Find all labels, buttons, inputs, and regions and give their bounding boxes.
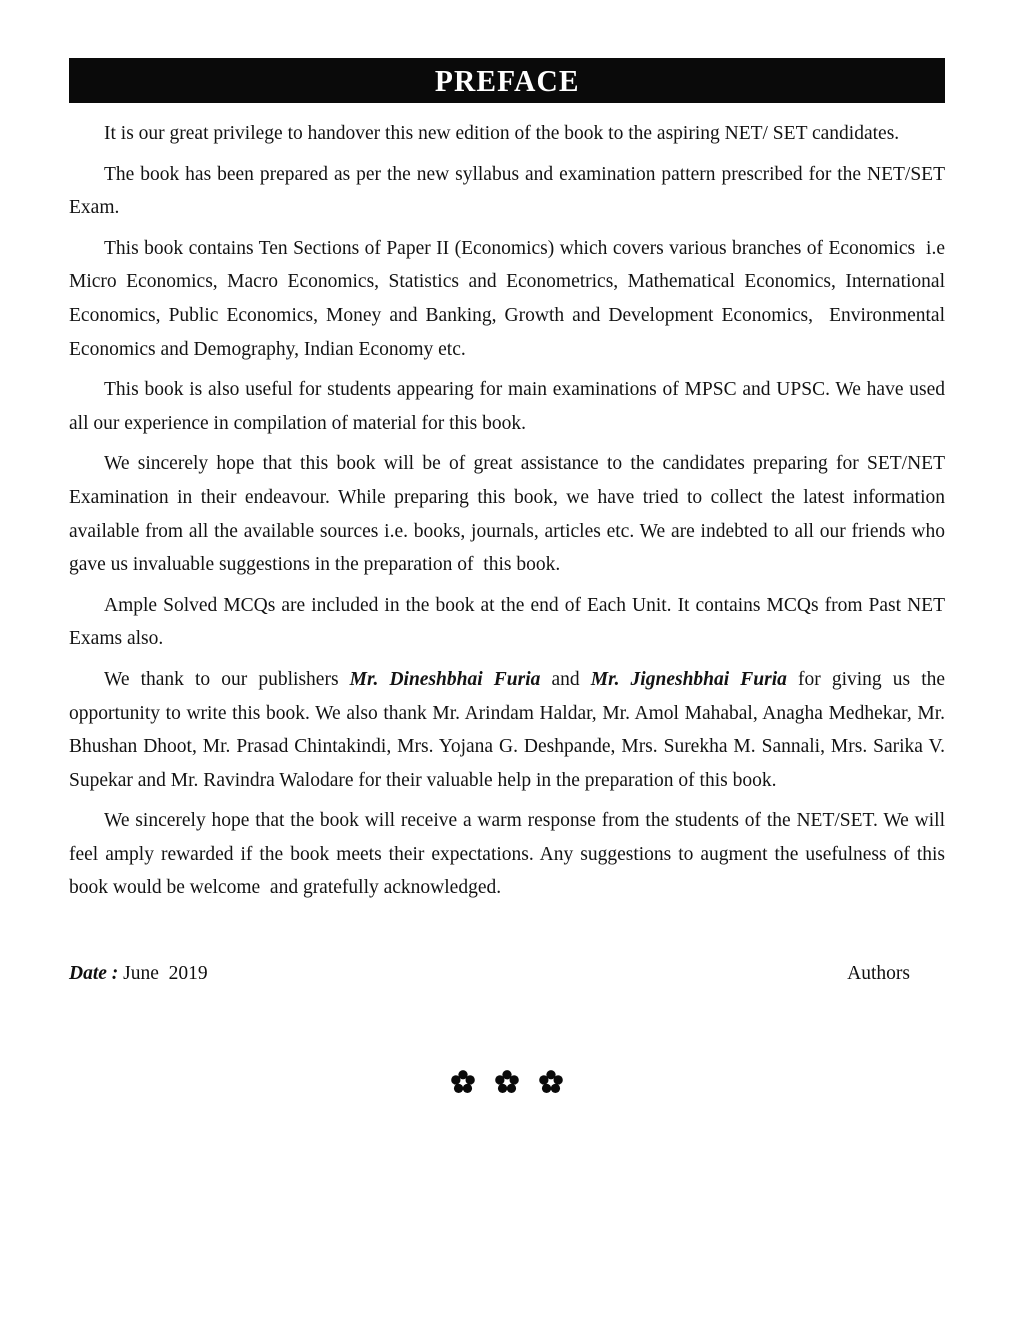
paragraph-syllabus: The book has been prepared as per the new syllabus and examination pattern prescribed for the NET/SET Exam. xyxy=(69,163,950,219)
paragraph-assistance: We sincerely hope that this book will be of great assistance to the candidates preparing for SET/NET Examination in their endeavour. While preparing this book, we have tried to collect the latest information available from all the available sources i.e. books, journals, articles etc. We are indebted to all our friends who gave us invaluable suggestions in the preparation of this book. xyxy=(69,453,950,576)
signature-row xyxy=(69,957,945,991)
paragraph-acknowledgement xyxy=(69,663,950,797)
ack-lead-text: We thank to our publishers xyxy=(104,668,350,690)
page-content xyxy=(69,58,955,1099)
page-title: PREFACE xyxy=(434,63,580,98)
paragraph-intro: It is our great privilege to handover this new edition of the book to the aspiring NET/ SET candidates. xyxy=(104,123,900,144)
flower-ornament-row xyxy=(69,1069,945,1099)
ack-tail-text: for giving us the opportunity to write this book. We also thank Mr. Arindam Haldar, Mr. Amol Mahabal, Anagha Medhekar, Mr. Bhushan Dhoot, Mr. Prasad Chintakindi, Mrs. Yojana G. Deshpande, Mrs. Surekha M. Sannali, Mrs. Sarika V. Supekar and Mr. Ravindra Walodare for their valuable help in the preparation of this book. xyxy=(69,668,950,791)
flower-ornament-icon xyxy=(494,1069,520,1095)
paragraph-mpsc-upsc: This book is also useful for students appearing for main examinations of MPSC and UPSC. We have used all our experience in compilation of material for this book. xyxy=(69,379,950,434)
preface-body xyxy=(69,117,955,905)
date-line xyxy=(69,957,208,991)
authors-signature: Authors xyxy=(847,963,910,985)
flower-ornament-icon xyxy=(538,1069,564,1095)
paragraph-closing: We sincerely hope that the book will receive a warm response from the students of the NET/SET. We will feel amply rewarded if the book meets their expectations. Any suggestions to augment the usefulness of this book would be welcome and gratefully acknowledged. xyxy=(69,810,950,899)
ack-conjunction: and xyxy=(540,668,591,690)
date-value: June 2019 xyxy=(118,963,208,985)
paragraph-mcqs: Ample Solved MCQs are included in the book at the end of Each Unit. It contains MCQs from Past NET Exams also. xyxy=(69,594,950,650)
paragraph-sections: This book contains Ten Sections of Paper II (Economics) which covers various branches of Economics i.e Micro Economics, Macro Economics, Statistics and Econometrics, Mathematical Economics, International Economics, Public Economics, Money and Banking, Growth and Development Economics, Environmental Economics and Demography, Indian Economy etc. xyxy=(69,237,955,360)
date-label: Date : xyxy=(69,963,119,985)
preface-title-banner xyxy=(69,58,945,103)
flower-ornament-icon xyxy=(450,1069,476,1095)
publisher-name-one: Mr. Dineshbhai Furia xyxy=(349,668,541,690)
publisher-name-two: Mr. Jigneshbhai Furia xyxy=(590,668,787,690)
